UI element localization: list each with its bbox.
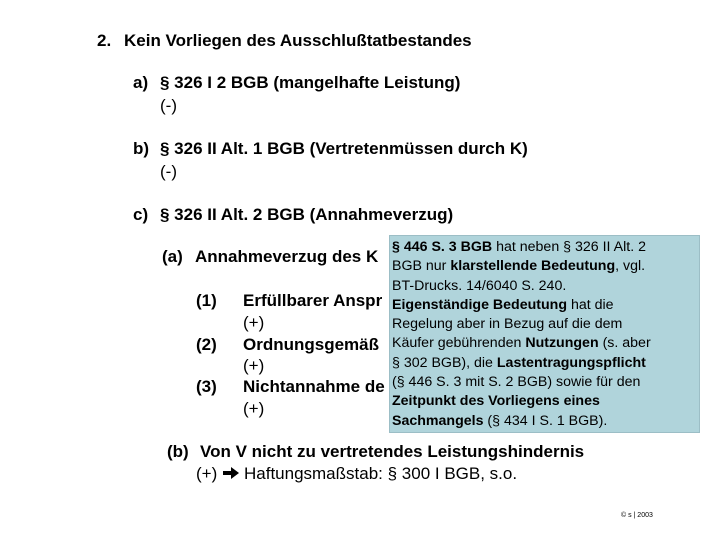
section-a-result: (-) <box>160 96 177 115</box>
note-line: BGB nur klarstellende Bedeutung, vgl. <box>392 258 646 275</box>
heading-title: Kein Vorliegen des Ausschlußtatbestandes <box>124 31 472 50</box>
sub-b-text: Von V nicht zu vertretendes Leistungshindernis <box>200 442 585 461</box>
note-line: Sachmangels (§ 434 I S. 1 BGB). <box>392 412 608 429</box>
note-line: Zeitpunkt des Vorliegens eines <box>392 393 600 410</box>
note-line: § 446 S. 3 BGB hat neben § 326 II Alt. 2 <box>392 239 646 255</box>
item-result: (+) <box>243 313 265 332</box>
item-result: (+) <box>243 399 265 418</box>
item-text: Nichtannahme de <box>243 377 385 396</box>
copyright-footer: © s | 2003 <box>621 512 653 519</box>
annotation-note <box>389 235 700 433</box>
item-number: (3) <box>196 377 217 396</box>
note-line: BT-Drucks. 14/6040 S. 240. <box>392 277 567 294</box>
arrow-right-icon <box>222 465 244 485</box>
item-text: Ordnungsgemäß <box>243 335 380 354</box>
item-text: Erfüllbarer Anspr <box>243 291 383 310</box>
item-result: (+) <box>243 356 265 375</box>
item-number: (1) <box>196 291 217 310</box>
section-a-label: a) <box>133 73 149 92</box>
section-b-result: (-) <box>160 162 177 181</box>
sub-a-label: (a) <box>162 247 183 266</box>
note-line: § 302 BGB), die Lastentragungspflicht <box>392 354 646 371</box>
sub-b-result-line <box>196 464 517 485</box>
note-line: Regelung aber in Bezug auf die dem <box>392 316 623 333</box>
note-line: (§ 446 S. 3 mit S. 2 BGB) sowie für den <box>392 374 641 391</box>
section-c-text: § 326 II Alt. 2 BGB (Annahmeverzug) <box>160 205 454 224</box>
section-b-label: b) <box>133 139 150 158</box>
note-line: Eigenständige Bedeutung hat die <box>392 296 614 313</box>
sub-b-label: (b) <box>167 442 189 461</box>
section-a-text: § 326 I 2 BGB (mangelhafte Leistung) <box>160 73 461 92</box>
heading-number: 2. <box>97 31 112 50</box>
sub-a-text: Annahmeverzug des K <box>195 247 379 266</box>
section-b-text: § 326 II Alt. 1 BGB (Vertretenmüssen durch K) <box>160 139 528 158</box>
item-number: (2) <box>196 335 217 354</box>
sub-b-result-text: Haftungsmaßstab: § 300 I BGB, s.o. <box>243 464 518 483</box>
note-line: Käufer gebührenden Nutzungen (s. aber <box>392 335 651 352</box>
section-c-label: c) <box>133 205 149 224</box>
sub-b-result: (+) <box>196 464 218 483</box>
